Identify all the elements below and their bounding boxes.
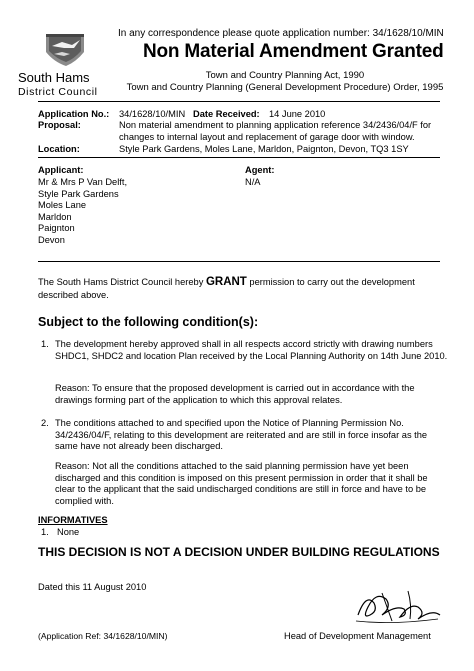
applicant-divider [38,261,440,262]
application-number: 34/1628/10/MIN [119,109,186,119]
location-text: Style Park Gardens, Moles Lane, Marldon, Paignton, Devon, TQ3 1SY [119,144,409,154]
grant-statement [38,277,415,289]
informative-text: None [57,527,80,537]
council-name-line-1: South Hams [18,70,90,85]
informative-number: 1. [41,527,49,537]
application-ref: (Application Ref: 34/1628/10/MIN) [38,631,168,641]
conditions-title: Subject to the following condition(s): [38,315,259,329]
grant-text-after: permission to carry out the development [246,277,415,287]
agent-value: N/A [245,177,261,187]
applicant-line: Mr & Mrs P Van Delft, [38,177,128,187]
grant-text-before: The South Hams District Council hereby [38,277,206,287]
condition-reason: Reason: Not all the conditions attached to the said planning permission have yet been discharged and this condition is imposed on this present permission in order that it shall be clear to the applicant that the said undischarged conditions are still in force and have to be complied with. [55,461,428,506]
south-hams-logo-icon [40,28,92,68]
condition-number: 2. [41,418,49,428]
applicant-line: Paignton [38,223,75,234]
condition-text: The conditions attached to and specified upon the Notice of Planning Permission No. 34/2436/04/F, relating to this development are reiterated and are still in force insofar as the same have not already been discharged. [55,418,428,452]
condition-number: 1. [41,339,49,349]
application-number-label: Application No.: [38,109,110,119]
date-received: 14 June 2010 [269,109,326,119]
applicant-line: Devon [38,234,65,245]
condition-text: The development hereby approved shall in all respects accord strictly with drawing numbers SHDC1, SHDC2 and location Plan received by the Local Planning Authority on 14th June 2010. [55,339,448,361]
informatives-title: INFORMATIVES [38,515,108,525]
grant-statement-line-2: described above. [38,290,109,300]
proposal-text: Non material amendment to planning application reference 34/2436/04/F for changes to internal layout and replacement of garage door with window. [119,120,432,142]
date-received-label: Date Received: [193,109,260,119]
agent-label: Agent: [245,165,275,175]
signatory-title: Head of Development Management [284,631,431,641]
signature-image [352,585,444,627]
building-regulations-note: THIS DECISION IS NOT A DECISION UNDER BUILDING REGULATIONS [38,545,440,559]
applicant-address [38,177,127,247]
applicant-line: Moles Lane [38,200,87,211]
applicant-line: Style Park Gardens [38,188,119,199]
dated-line: Dated this 11 August 2010 [38,582,147,592]
location-label: Location: [38,144,80,154]
header-divider [38,101,440,102]
correspondence-note: In any correspondence please quote application number: 34/1628/10/MIN [118,28,444,39]
act-line-2: Town and Country Planning (General Development Procedure) Order, 1995 [126,82,444,93]
applicant-label: Applicant: [38,165,84,175]
applicant-line: Marldon [38,211,72,222]
proposal-label: Proposal: [38,120,81,130]
act-line-1: Town and Country Planning Act, 1990 [205,70,365,81]
grant-keyword: GRANT [205,276,247,288]
council-name-line-2: District Council [18,86,98,98]
details-divider [38,157,440,158]
page-title: Non Material Amendment Granted [143,41,444,62]
condition-reason: Reason: To ensure that the proposed development is carried out in accordance with the drawings forming part of the application to which this approval relates. [55,383,415,405]
